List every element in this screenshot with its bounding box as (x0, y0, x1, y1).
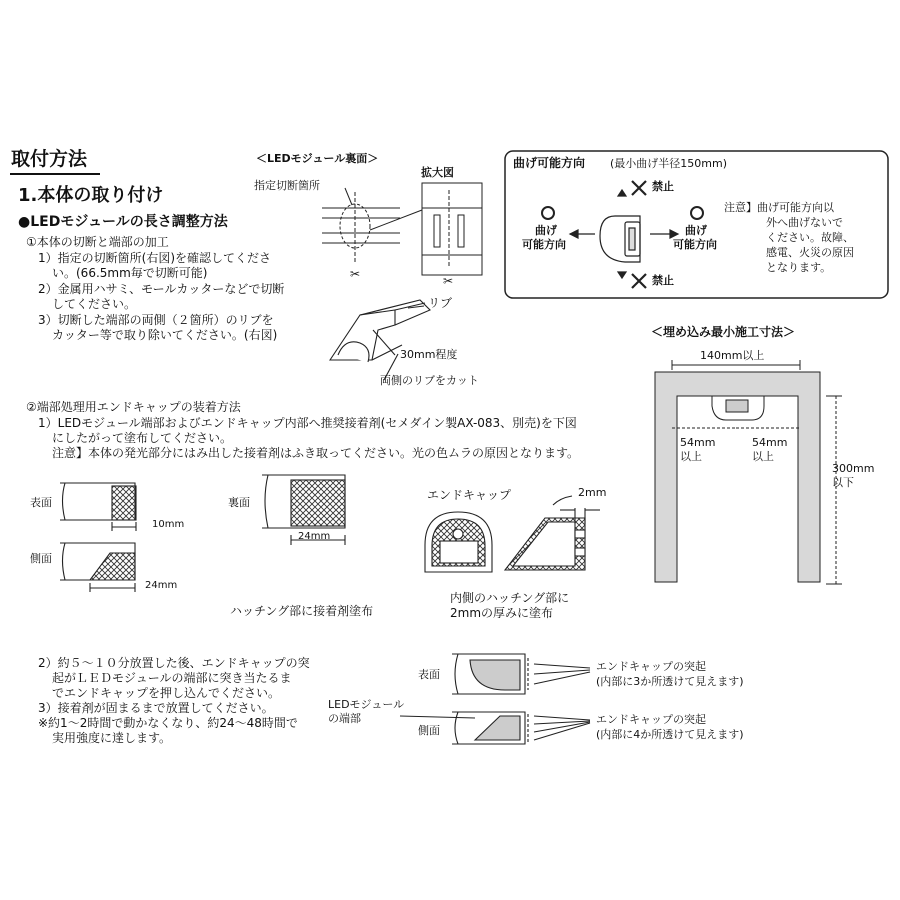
adhesive-caption: ハッチング部に接着剤塗布 (230, 604, 374, 618)
bend-radius: (最小曲げ半径150mm) (610, 157, 728, 170)
projection-side-line2: (内部に4か所透けて見えます) (596, 728, 744, 741)
endcap-heading: ②端部処理用エンドキャップの装着方法 (26, 400, 241, 414)
embed-dimension-diagram (655, 360, 842, 584)
subsection-heading: ●LEDモジュールの長さ調整方法 (18, 214, 228, 230)
cut-step1-line1: 1）指定の切断箇所(右図)を確認してくださ (38, 251, 271, 265)
adhesive-side-diagram (60, 543, 135, 592)
cut-point-label: 指定切断箇所 (254, 179, 320, 192)
embed-left-gap-line2: 以上 (680, 450, 702, 463)
rear-view-title: ＜LEDモジュール裏面＞ (256, 152, 379, 165)
cut-ribs-label: 両側のリブをカット (380, 374, 479, 387)
cut-step2-line1: 2）金属用ハサミ、モールカッターなどで切断 (38, 282, 285, 296)
embed-title: ＜埋め込み最小施工寸法＞ (651, 325, 796, 339)
zoom-label: 拡大図 (421, 166, 454, 179)
rib-cut-illustration (330, 300, 430, 380)
cut-heading: ①本体の切断と端部の加工 (26, 235, 169, 249)
svg-text:✂: ✂ (350, 267, 361, 281)
page-title: 取付方法 (11, 148, 88, 170)
zoom-box (422, 183, 482, 288)
step2-line3: でエンドキャップを押し込んでください。 (52, 686, 281, 700)
step3-line: 3）接着剤が固まるまで放置してください。 (38, 701, 274, 715)
insertion-front-diagram (452, 654, 590, 694)
embed-right-gap-line2: 以上 (752, 450, 774, 463)
endcap-step1-line1: 1）LEDモジュール端部およびエンドキャップ内部へ推奨接着剤(セメダイン製AX-083、別売)を下図 (38, 416, 577, 430)
module-end-line2: の端部 (328, 712, 361, 725)
section-heading: 1.本体の取り付け (18, 185, 164, 206)
step2-line2: 起がＬＥＤモジュールの端部に突き当たるま (52, 671, 292, 685)
embed-width: 140mm以上 (700, 349, 765, 362)
module-end-line1: LEDモジュール (328, 698, 405, 711)
bend-note-line3: ください。故障、 (766, 231, 854, 244)
endcap-caption-line2: 2mmの厚みに塗布 (450, 606, 554, 620)
projection-side-line1: エンドキャップの突起 (596, 713, 706, 726)
endcap-side-diagram (505, 496, 600, 570)
dim-24mm-side: 24mm (145, 580, 178, 591)
rib-length-label: 30mm程度 (400, 348, 458, 361)
back-label: 裏面 (228, 496, 250, 509)
rear-view-strip (322, 188, 422, 281)
bend-note-line2: 外へ曲げないで (766, 216, 843, 229)
endcap-note: 注意】本体の発光部分にはみ出した接着剤はふき取ってください。光の色ムラの原因となります。 (52, 446, 580, 460)
rib-label: リブ (428, 296, 453, 310)
svg-text:✂: ✂ (443, 274, 454, 288)
forbidden-top-label: 禁止 (652, 180, 674, 193)
endcap-front-diagram (425, 512, 492, 572)
front-label: 表面 (30, 496, 52, 509)
dim-10mm: 10mm (152, 519, 185, 530)
cut-step2-line2: してください。 (52, 297, 137, 311)
endcap-label: エンドキャップ (427, 488, 512, 502)
embed-left-gap-line1: 54mm (680, 436, 716, 449)
bend-title: 曲げ可能方向 (513, 156, 586, 170)
bend-note-line4: 感電、火災の原因 (766, 246, 854, 259)
bend-ok-left-line1: 曲げ (535, 224, 557, 237)
endcap-step1-line2: にしたがって塗布してください。 (52, 431, 233, 445)
insert-side-label: 側面 (418, 724, 440, 737)
bend-note-line1: 注意】曲げ可能方向以 (724, 201, 834, 214)
bend-note-line5: となります。 (766, 261, 832, 274)
dim-2mm: 2mm (578, 486, 607, 499)
insert-front-label: 表面 (418, 668, 440, 681)
cut-step3-line2: カッター等で取り除いてください。(右図) (52, 328, 278, 342)
side-label: 側面 (30, 552, 52, 565)
embed-depth-line1: 300mm (832, 462, 875, 475)
cut-step3-line1: 3）切断した端部の両側（２箇所）のリブを (38, 313, 274, 327)
bend-ok-right-line2: 可能方向 (673, 238, 717, 251)
step2-line1: 2）約５～１０分放置した後、エンドキャップの突 (38, 656, 310, 670)
forbidden-bottom-label: 禁止 (652, 274, 674, 287)
dim-24mm-back: 24mm (298, 531, 331, 542)
embed-depth-line2: 以下 (832, 476, 854, 489)
projection-front-line2: (内部に3か所透けて見えます) (596, 675, 744, 688)
endcap-caption-line1: 内側のハッチング部に (450, 591, 570, 605)
projection-front-line1: エンドキャップの突起 (596, 660, 706, 673)
cut-step1-line2: い。(66.5mm毎で切断可能) (52, 266, 208, 280)
cure-note-line1: ※約1～2時間で動かなくなり、約24～48時間で (38, 716, 298, 730)
bend-direction-diagram (542, 181, 703, 288)
adhesive-front-diagram (60, 483, 136, 531)
cure-note-line2: 実用強度に達します。 (52, 731, 172, 745)
embed-right-gap-line1: 54mm (752, 436, 788, 449)
bend-ok-left-line2: 可能方向 (522, 238, 566, 251)
bend-ok-right-line1: 曲げ (685, 224, 707, 237)
